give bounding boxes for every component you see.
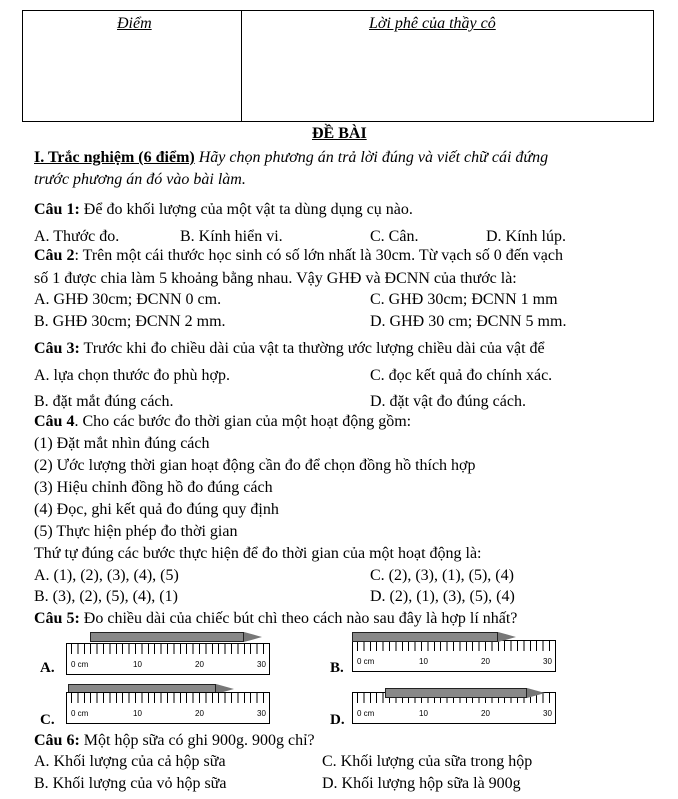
question-label: Câu 4 <box>34 413 75 430</box>
question-text: Để đo khối lượng của một vật ta dùng dụng cụ nào. <box>79 201 413 218</box>
q2-option-d: D. GHĐ 30 cm; ĐCNN 5 mm. <box>370 313 567 330</box>
q3-option-a: A. lựa chọn thước đo phù hợp. <box>34 367 231 384</box>
ruler-label: 20 <box>481 709 490 718</box>
question-text: . Cho các bước đo thời gian của một hoạt động gồm: <box>74 413 412 430</box>
question-5 <box>34 609 517 629</box>
question-label: Câu 1: <box>34 201 80 218</box>
ruler-label: 0 cm <box>71 709 89 718</box>
ruler-label: 30 <box>257 660 266 669</box>
grade-table <box>22 10 654 122</box>
exam-title: ĐỀ BÀI <box>312 125 367 142</box>
q2-option-b: B. GHĐ 30cm; ĐCNN 2 mm. <box>34 313 226 330</box>
q2-option-a: A. GHĐ 30cm; ĐCNN 0 cm. <box>34 291 222 308</box>
q1-option-b: B. Kính hiển vi. <box>180 228 283 245</box>
q2-option-c: C. GHĐ 30cm; ĐCNN 1 mm <box>370 291 558 308</box>
question-2 <box>34 246 563 266</box>
q3-option-c: C. đọc kết quả đo chính xác. <box>370 367 553 384</box>
question-text: : Trên một cái thước học sinh có số lớn nhất là 30cm. Từ vạch số 0 đến vạch <box>74 247 564 264</box>
q6-option-d: D. Khối lượng hộp sữa là 900g <box>322 775 521 792</box>
question-text: Trước khi đo chiều dài của vật ta thường ước lượng chiều dài của vật để <box>79 340 545 357</box>
ruler-label: 10 <box>133 709 142 718</box>
instruction-line-2: trước phương án đó vào bài làm. <box>34 171 246 188</box>
q4-option-a: A. (1), (2), (3), (4), (5) <box>34 567 179 584</box>
q4-prompt: Thứ tự đúng các bước thực hiện để đo thời gian của một hoạt động là: <box>34 545 482 562</box>
q3-option-b: B. đặt mắt đúng cách. <box>34 393 174 410</box>
ruler-label: 30 <box>543 657 552 666</box>
q1-option-a: A. Thước đo. <box>34 228 120 245</box>
question-2-line-2: số 1 được chia làm 5 khoảng bằng nhau. Vậy GHĐ và ĐCNN của thước là: <box>34 270 517 287</box>
question-text: Đo chiều dài của chiếc bút chì theo cách nào sau đây là hợp lí nhất? <box>79 610 518 627</box>
ruler-c <box>66 692 270 724</box>
ruler-label: 20 <box>195 709 204 718</box>
table-divider <box>241 11 242 121</box>
q5-option-a-label: A. <box>40 660 55 676</box>
pencil-d <box>385 688 545 698</box>
ruler-label: 10 <box>419 657 428 666</box>
ruler-label: 0 cm <box>357 709 375 718</box>
q4-option-b: B. (3), (2), (5), (4), (1) <box>34 588 178 605</box>
ruler-a <box>66 643 270 675</box>
q6-option-b: B. Khối lượng của vỏ hộp sữa <box>34 775 227 792</box>
q4-step-3: (3) Hiệu chỉnh đồng hồ đo đúng cách <box>34 479 273 496</box>
q1-option-c: C. Cân. <box>370 228 419 245</box>
q5-option-b-label: B. <box>330 660 344 676</box>
question-label: Câu 3: <box>34 340 80 357</box>
score-header: Điểm <box>117 15 152 32</box>
q4-option-d: D. (2), (1), (3), (5), (4) <box>370 588 515 605</box>
teacher-comment-header: Lời phê của thầy cô <box>369 15 496 32</box>
ruler-label: 10 <box>419 709 428 718</box>
question-6 <box>34 731 315 751</box>
ruler-label: 20 <box>195 660 204 669</box>
question-text: Một hộp sữa có ghi 900g. 900g chỉ? <box>79 732 315 749</box>
ruler-label: 30 <box>257 709 266 718</box>
question-3 <box>34 339 545 359</box>
section-instruction <box>34 148 548 168</box>
ruler-label: 0 cm <box>357 657 375 666</box>
q6-option-a: A. Khối lượng của cả hộp sữa <box>34 753 226 770</box>
q5-option-d-label: D. <box>330 712 345 728</box>
q1-option-d: D. Kính lúp. <box>486 228 566 245</box>
q4-step-4: (4) Đọc, ghi kết quả đo đúng quy định <box>34 501 279 518</box>
ruler-label: 30 <box>543 709 552 718</box>
question-1 <box>34 200 413 220</box>
ruler-label: 20 <box>481 657 490 666</box>
ruler-label: 0 cm <box>71 660 89 669</box>
q5-option-c-label: C. <box>40 712 55 728</box>
ruler-b <box>352 640 556 672</box>
q3-option-d: D. đặt vật đo đúng cách. <box>370 393 526 410</box>
instruction-line-1: Hãy chọn phương án trả lời đúng và viết chữ cái đứng <box>194 149 549 166</box>
question-label: Câu 5: <box>34 610 80 627</box>
section-heading: I. Trắc nghiệm (6 điểm) <box>34 149 195 166</box>
q6-option-c: C. Khối lượng của sữa trong hộp <box>322 753 533 770</box>
pencil-b <box>352 632 516 642</box>
ruler-label: 10 <box>133 660 142 669</box>
q4-step-1: (1) Đặt mắt nhìn đúng cách <box>34 435 210 452</box>
pencil-a <box>90 632 262 642</box>
question-4 <box>34 412 411 432</box>
q4-option-c: C. (2), (3), (1), (5), (4) <box>370 567 514 584</box>
question-label: Câu 2 <box>34 247 75 264</box>
question-label: Câu 6: <box>34 732 80 749</box>
q4-step-2: (2) Ước lượng thời gian hoạt động cần đo để chọn đồng hồ thích hợp <box>34 457 476 474</box>
q4-step-5: (5) Thực hiện phép đo thời gian <box>34 523 238 540</box>
